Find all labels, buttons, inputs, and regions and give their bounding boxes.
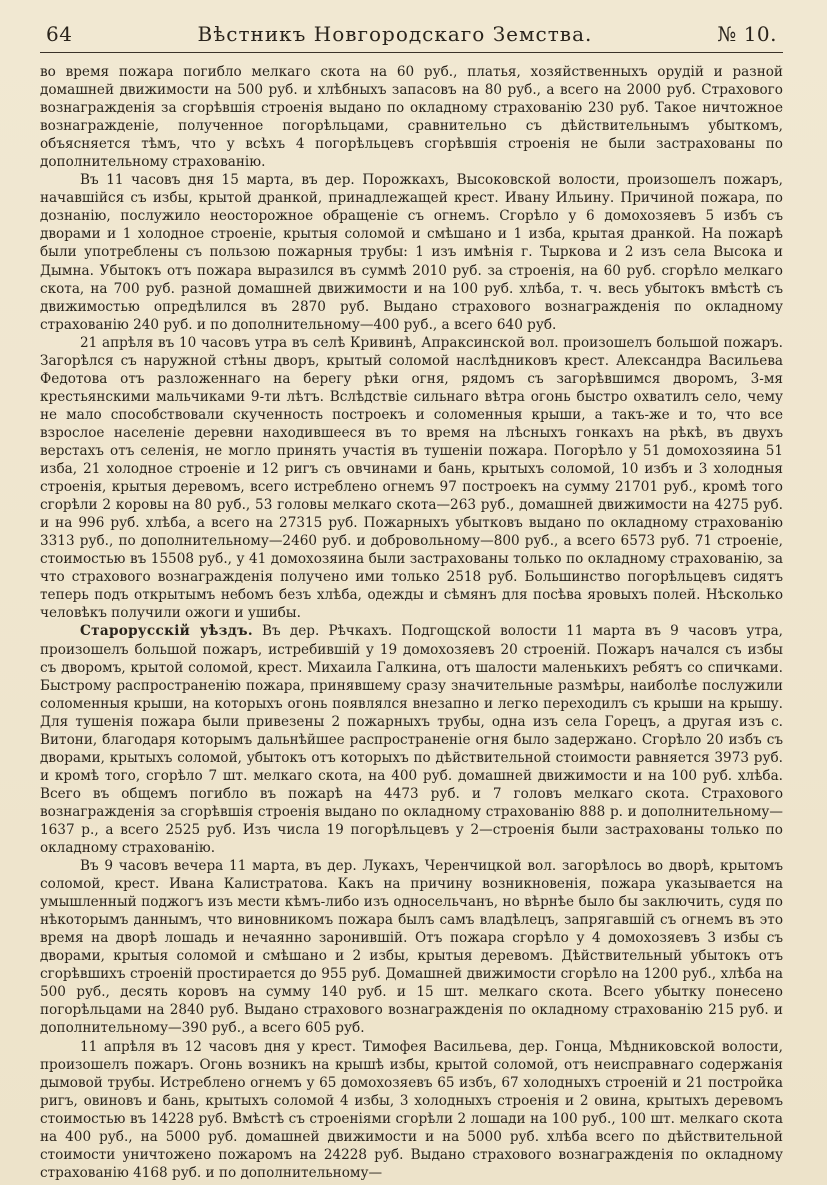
paragraph-text: Въ 9 часовъ вечера 11 марта, въ дер. Лукахъ, Черенчицкой вол. загорѣлось во дворѣ, крытомъ соломой, крест. Ивана Калистратова. Какъ на причину возникновенія, пожара указывается на умышленный поджогъ изъ мести кѣмъ-либо изъ односельчанъ, но вѣрнѣе было бы заключить, судя по нѣкоторымъ даннымъ, что виновникомъ пожара былъ самъ владѣлецъ, запрягавшій съ огнемъ въ это время на дворѣ лошадь и нечаянно заронившій. Отъ пожара сгорѣло у 4 домохозяевъ 3 избы съ дворами, крытыя соломой и смѣшано и 2 избы, крытыя деревомъ. Дѣйствительный убытокъ отъ сгорѣвшихъ строеній простирается до 955 руб. Домашней движимости сгорѣло на 1200 руб., хлѣба на 500 руб., десять коровъ на сумму 140 руб. и 15 шт. мелкаго скота. Всего убытку понесено погорѣльцами на 2840 руб. Выдано страхового вознагражденія по окладному страхованію 215 руб. и дополнительному—390 руб., а всего 605 руб. — [40, 858, 783, 1037]
paragraph-text: Въ дер. Рѣчкахъ. Подгощской волости 11 марта въ 9 часовъ утра, произошелъ большой пожаръ, истребившій у 19 домохозяевъ 20 строеній. Пожаръ начался съ избы съ дворомъ, крытой соломой, крест. Михаила Галкина, отъ шалости маленькихъ ребятъ со спичками. Быстрому распространенію пожара, принявшему сразу значительные размѣры, наиболѣе послужили соломенныя крыши, на которыхъ огонь появлялся внезапно и легко переходилъ съ крыши на крышу. Для тушенія пожара были привезены 2 пожарныхъ трубы, одна изъ села Горецъ, а другая изъ с. Витони, благодаря которымъ дальнѣйшее распространеніе огня было задержано. Сгорѣло 20 избъ съ дворами, крытыхъ соломой, убытокъ отъ которыхъ по дѣйствительной стоимости равняется 3973 руб. и кромѣ того, сгорѣло 7 шт. мелкаго скота, на 400 руб. домашней движимости и на 100 руб. хлѣба. Всего въ общемъ погибло въ пожарѣ на 4473 руб. и 7 головъ мелкаго скота. Страхового вознагражденія за сгорѣвшія строенія выдано по окладному страхованію 888 р. и дополнительному—1637 р., а всего 2525 руб. Изъ числа 19 погорѣльцевъ у 2—строенія были застрахованы только по окладному страхованію. — [40, 623, 783, 857]
page-header — [40, 22, 783, 53]
paragraph — [40, 334, 783, 623]
paragraph-text: 11 апрѣля въ 12 часовъ дня у крест. Тимофея Васильева, дер. Гонца, Мѣдниковской волости, произошелъ пожаръ. Огонь возникъ на крышѣ избы, крытой соломой, отъ неисправнаго содержанія дымовой трубы. Истреблено огнемъ у 65 домохозяевъ 65 избъ, 67 холодныхъ строеній и 21 постройка ригъ, овиновъ и бань, крытыхъ соломой 4 избы, 3 холодныхъ строенія и 2 овина, крытыхъ деревомъ стоимостью въ 14228 руб. Вмѣстѣ съ строеніями сгорѣли 2 лошади на 100 руб., 100 шт. мелкаго скота на 400 руб., на 5000 руб. домашней движимости и на 5000 руб. хлѣба всего по дѣйствительной стоимости уничтожено пожаромъ на 24228 руб. Выдано страхового вознагражденія по окладному страхованію 4168 руб. и по дополнительному— — [40, 1038, 783, 1181]
paragraph — [40, 171, 783, 333]
section-heading: Старорусскій уѣздъ. — [80, 623, 253, 640]
paragraph-text: 21 апрѣля въ 10 часовъ утра въ селѣ Кривинѣ, Апраксинской вол. произошелъ большой пожаръ. Загорѣлся съ наружной стѣны дворъ, крытый соломой наслѣдниковъ крест. Александра Васильева Федотова отъ разложеннаго на берегу рѣки огня, рядомъ съ загорѣвшимся дворомъ, 3-мя крестьянскими мальчиками 9-ти лѣтъ. Вслѣдствіе сильнаго вѣтра огонь быстро охватилъ село, чему не мало способствовали скученность построекъ и соломенныя крыши, а такъ-же и то, что все взрослое населеніе деревни находившееся въ то время на лѣсныхъ гонкахъ на рѣкѣ, въ двухъ верстахъ отъ селенія, не могло принять участія въ тушеніи пожара. Погорѣло у 51 домохозяина 51 изба, 21 холодное строеніе и 12 ригъ съ овчинами и бань, крытыхъ соломой, 10 избъ и 3 холодныя строенія, крытыя деревомъ, всего истреблено огнемъ 97 построекъ на сумму 21701 руб., кромѣ того сгорѣли 2 коровы на 80 руб., 53 головы мелкаго скота—263 руб., домашней движимости на 4275 руб. и на 996 руб. хлѣба, а всего на 27315 руб. Пожарныхъ убытковъ выдано по окладному страхованію 3313 руб., по дополнительному—2460 руб. и добровольному—800 руб., а всего 6573 руб. 71 строеніе, стоимостью въ 15508 руб., у 41 домохозяина были застрахованы только по окладному страхованію, за что страхового вознагражденія получено ими только 2518 руб. Большинство погорѣльцевъ сидятъ теперь подъ открытымъ небомъ безъ хлѣба, одежды и сѣмянъ для посѣва яровыхъ полей. Нѣсколько человѣкъ получили ожоги и ушибы. — [40, 334, 783, 622]
page-number: 64 — [46, 22, 73, 46]
paragraph-text: во время пожара погибло мелкаго скота на 60 руб., платья, хозяйственныхъ орудій и разной домашней движимости на 500 руб. и хлѣбныхъ запасовъ на 80 руб., а всего на 2000 руб. Страхового вознагражденія за сгорѣвшія строенія выдано по окладному страхованію 230 руб. Такое ничтожное вознагражденіе, полученное погорѣльцами, сравнительно съ дѣйствительнымъ убыткомъ, объясняется тѣмъ, что у всѣхъ 4 погорѣльцевъ сгорѣвшія строенія не были застрахованы по дополнительному страхованію. — [40, 64, 783, 171]
paragraph — [40, 857, 783, 1037]
paragraph-text: Въ 11 часовъ дня 15 марта, въ дер. Порожкахъ, Высоковской волости, произошелъ пожаръ, начавшійся съ избы, крытой дранкой, принадлежащей крест. Ивану Ильину. Причиной пожара, по дознанію, послужило неосторожное обращеніе съ огнемъ. Сгорѣло у 6 домохозяевъ 5 избъ съ дворами и 1 холодное строеніе, крытыя соломой и смѣшано и 1 изба, крытая дранкой. На пожарѣ были употреблены съ пользою пожарныя трубы: 1 изъ имѣнія г. Тыркова и 2 изъ села Высока и Дымна. Убытокъ отъ пожара выразился въ суммѣ 2010 руб. за строенія, на 60 руб. сгорѣло мелкаго скота, на 700 руб. разной домашней движимости и на 100 руб. хлѣба, т. ч. весь убытокъ вмѣстѣ съ движимостью опредѣлился въ 2870 руб. Выдано страхового вознагражденія по окладному страхованію 240 руб. и по дополнительному—400 руб., а всего 640 руб. — [40, 172, 783, 333]
paragraph — [40, 622, 783, 857]
article-body — [40, 63, 783, 1182]
issue-number: № 10. — [717, 22, 777, 46]
paragraph — [40, 1038, 783, 1182]
journal-title: Вѣстникъ Новгородскаго Земства. — [197, 22, 593, 46]
paragraph — [40, 63, 783, 171]
